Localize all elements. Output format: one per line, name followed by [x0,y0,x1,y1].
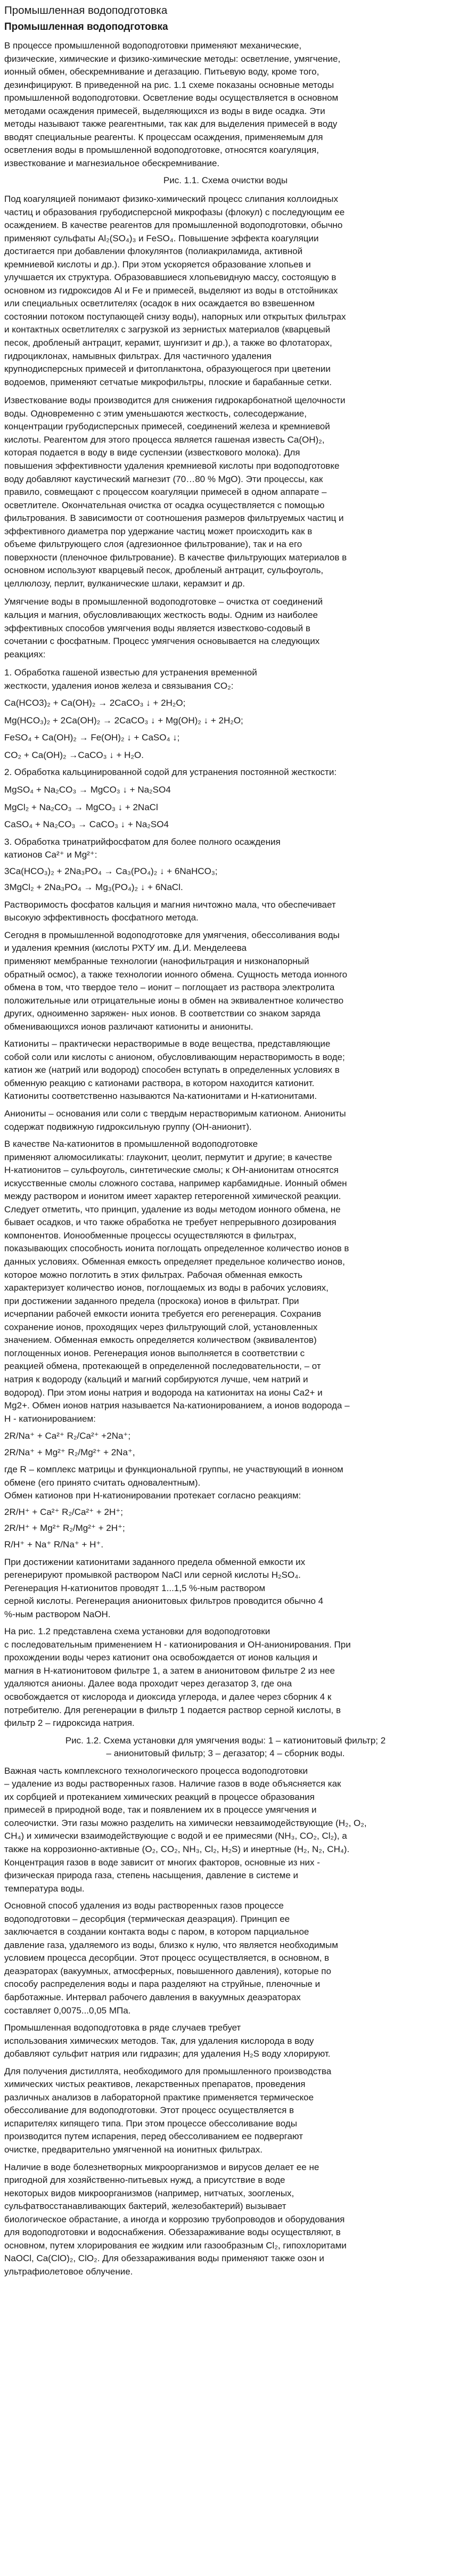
text-line: осветления воды в промышленной водоподготовке, относятся коагуляция, [4,145,319,156]
text-line: заключается в создании контакта воды с паром, в котором парциальное [4,1927,309,1937]
text-line: деаэраторах (вакуумных, атмосферных, повышенного давления), которые по [4,1966,331,1976]
text-line: Mg2+. Обмен ионов натрия называется Na-катионированием, а ионов водорода – [4,1400,350,1411]
text-line: Ca(HCO3)₂ + Ca(OH)₂ → 2CaCO₃ ↓ + 2H₂O; [4,698,186,708]
paragraph [4,865,447,878]
paragraph [4,39,447,170]
text-line: потребителю. Для регенерации в фильтр 1 подается раствор серной кислоты, в [4,1705,341,1715]
text-line: катион же (натрий или водород) способен вступать в определенных условиях в [4,1065,340,1075]
text-line: пригодной для хозяйственно-питьевых нужд, а присутствие в воде [4,2175,285,2186]
text-line: водоемов, применяют сетчатые микрофильтры, плоские и барабанные сетки. [4,377,332,387]
paragraph [4,1038,447,1103]
text-line: Рис. 1.2. Схема установки для умягчения воды: 1 – катионитовый фильтр; 2 [65,1735,386,1746]
text-line: CO₂ + Ca(OH)₂ →CaCO₃ ↓ + H₂O. [4,749,144,760]
text-line: целлюлозу, перлит, вулканические шлаки, керамзит и др. [4,578,245,589]
text-line: обессоливание для водоподготовки. Этот процесс осуществляется в [4,2105,294,2116]
paragraph [4,881,447,894]
text-line: примесей в природной воде, так и появлением их в процессе умягчения и [4,1805,317,1815]
text-line: состоянии потоком поступающей снизу воды), напорных или открытых фильтрах [4,311,346,322]
text-line: Под коагуляцией понимают физико-химический процесс слипания коллоидных [4,194,339,205]
text-line: Н - катионированием: [4,1413,96,1424]
text-line: высокую эффективность фосфатного метода. [4,912,199,923]
text-line: или специальных осветлителях (осадок в них осаждается во взвешенном [4,298,315,309]
text-line: водоподготовки – десорбция (термическая деаэрация). Принцип ее [4,1913,290,1924]
text-line: биологическое обрастание, а иногда и коррозию трубопроводов и оборудования [4,2214,345,2224]
text-line: вводят специальные реагенты. К процессам осаждения, применяемым для [4,132,323,142]
text-line: регенерируют промывкой раствором NaCl или серной кислоты H₂SO₄. [4,1570,301,1580]
paragraph [4,801,447,814]
paragraph [4,1463,447,1503]
text-line: осаждением. В качестве реагентов для промышленной водоподготовки, обычно [4,220,343,231]
text-line: натрия к водороду (кальций и магний сорбируются лучше, чем натрий и [4,1374,308,1384]
text-line: Аниониты – основания или соли с твердым нерастворимым катионом. Аниониты [4,1108,346,1119]
text-line: собой соли или кислоты с анионом, обусловливающим нерастворимость в воде; [4,1051,345,1062]
text-line: освобождается от кислорода и диоксида углерода, и далее через сборник 4 к [4,1691,332,1702]
text-line: Важная часть комплексного технологического процесса водоподготовки [4,1765,308,1776]
paragraph [4,2021,447,2061]
text-line: магния в Н-катионитовом фильтре 1, а затем в анионитовом фильтре 2 из нее [4,1665,335,1676]
text-line: физическая природа газа, степень насыщения, давление в системе и [4,1870,298,1881]
text-line: поверхности (пленочное фильтрование). В качестве фильтрующих материалов в [4,552,347,563]
text-line: обмена в том, что твердое тело – ионит – поглощает из раствора электролита [4,982,335,993]
text-line: компонентов. Ионообменные процессы осуществляются в фильтрах, [4,1230,297,1241]
text-line: исчерпании рабочей емкости ионита требуется его регенерация. Сохранив [4,1309,322,1319]
paragraph [4,394,447,590]
text-line: MgCl₂ + Na₂CO₃ → MgCO₃ ↓ + 2NaCl [4,802,158,812]
text-line: Рис. 1.1. Схема очистки воды [163,175,288,186]
paragraph [4,749,447,762]
text-line: между раствором и ионитом имеет характер гетерогенной химической реакции. [4,1191,341,1202]
text-line: кальция и магния, обусловливающих жесткость воды. Одним из наиболее [4,609,318,620]
text-line: их сорбцией и протеканием химических реакций в процессе образования [4,1791,315,1802]
text-line: поглощенных ионов. Регенерация ионов выполняется в соответствии с [4,1348,305,1358]
text-line: эффективного диаметра пор удержание частиц может происходить как в [4,526,313,536]
text-line: Для получения дистиллята, необходимого для промышленного производства [4,2066,332,2076]
text-line: применяют мембранные технологии (нанофильтрация и низконапорный [4,956,309,966]
text-line: 1. Обработка гашеной известью для устранения временной [4,667,257,678]
text-line: На рис. 1.2 представлена схема установки для водоподготовки [4,1626,270,1637]
text-line: достигается при добавлении флокулянтов (полиакриламида, активной [4,246,303,257]
paragraph [4,818,447,832]
paragraph [4,1522,447,1535]
figure-caption [4,1734,447,1760]
text-line: 3MgCl₂ + 2Na₃PO₄ → Mg₃(PO₄)₂ ↓ + 6NaCl. [4,882,183,893]
text-line: эффективных способов умягчения воды является известково-содовый в [4,623,310,633]
paragraph [4,666,447,692]
text-line: – анионитовый фильтр; 3 – дегазатор; 4 – сборник воды. [106,1748,345,1759]
text-line: которая подается в воду в виде суспензии (известкового молока). Для [4,447,300,458]
text-line: Регенерация Н-катионитов проводят 1...1,5 %-ным раствором [4,1583,266,1593]
text-line: реакциях: [4,649,46,659]
text-line: Умягчение воды в промышленной водоподготовке – очистка от соединений [4,597,323,607]
paragraph [4,1538,447,1552]
paragraph [4,1625,447,1730]
text-line: положительные или отрицательные ионы в обмен на эквивалентное количество [4,995,344,1006]
text-line: Обмен катионов при Н-катионировании протекает согласно реакциям: [4,1490,301,1501]
text-line: для водоподготовки и водоснабжения. Обеззараживание воды осуществляют, в [4,2227,341,2238]
text-line: Катиониты соответственно называются Na-катионитами и Н-катионитами. [4,1091,317,1102]
paragraph [4,1430,447,1443]
text-line: Растворимость фосфатов кальция и магния ничтожно мала, что обеспечивает [4,899,336,910]
text-line: частиц и образования грубодисперсной микрофазы (флокул) с последующим ее [4,207,345,217]
text-line: показывающих способность ионита поглощать определенное количество ионов в [4,1243,349,1254]
text-line: NaOCl, Ca(ClO)₂, ClO₂. Для обеззараживания воды применяют также озон и [4,2253,324,2264]
paragraph [4,1900,447,2017]
paragraph [4,731,447,745]
text-line: значением. Обменная емкость определяется количеством (эквивалентов) [4,1335,317,1346]
text-line: фильтр 2 – гидроксида натрия. [4,1718,135,1729]
text-line: воду добавляют каустический магнезит (70…80 % MgO). Эти процессы, как [4,474,323,484]
text-line: других, одноименно заряжен- ных ионов. В соответствии со знаком заряда [4,1008,321,1019]
text-line: Следует отметить, что принцип, удаление из воды методом ионного обмена, не [4,1204,341,1214]
text-line: физические, химические и физико-химические методы: осветление, умягчение, [4,53,341,64]
text-line: осветлителе. Окончательная очистка от осадка осуществляется с помощью [4,500,325,510]
text-line: основном используют кварцевый песок, дробленый антрацит, сульфоуголь, [4,565,324,576]
text-line: которое можно поглотить в этих фильтрах. Рабочая обменная емкость [4,1269,302,1280]
paragraph [4,1446,447,1460]
text-line: дезинфицируют. В приведенной на рис. 1.1 схеме показаны основные методы [4,79,334,90]
text-line: Н-катионитов – сульфоуголь, синтетические смолы; к ОН-анионитам относятся [4,1165,339,1176]
text-line: Наличие в воде болезнетворных микроорганизмов и вирусов делает ее не [4,2162,319,2172]
text-line: улучшается их структура. Образовавшиеся хлопьевидную массу, состоящую в [4,272,337,283]
text-line: и удаления кремния (кислоты РХТУ им. Д.И. Менделеева [4,943,247,953]
paragraph [4,766,447,779]
text-line: добавляют сульфит натрия или гидразин; для удаления H₂S воду хлорируют. [4,2049,331,2059]
text-line: Промышленная водоподготовка в ряде случаев требует [4,2023,241,2033]
paragraph [4,784,447,797]
text-line: сульфатвосстанавливающих бактерий, железобактерий) вызывает [4,2201,286,2212]
text-line: серной кислоты. Регенерация анионитовых фильтров проводится обычно 4 [4,1596,324,1607]
text-line: MgSO₄ + Na₂CO₃ → MgCO₃ ↓ + Na₂SO4 [4,784,171,795]
paragraph [4,2161,447,2279]
paragraph [4,929,447,1033]
text-line: методы называют также реагентными, так как для выделения примесей в воду [4,119,338,129]
text-line: ультрафиолетовое облучение. [4,2266,133,2277]
text-line: также на коррозионно-активные (O₂, CO₂, NH₃, Cl₂, H₂S) и инертные (H₂, N₂, CH₄). [4,1844,350,1854]
text-line: %-ным раствором NaOH. [4,1609,111,1619]
text-line: Сегодня в промышленной водоподготовке для умягчения, обессоливания воды [4,930,340,940]
text-line: использования химических методов. Так, для удаления кислорода в воду [4,2035,314,2046]
paragraph [4,1107,447,1134]
text-line: Известкование воды производится для снижения гидрокарбонатной щелочности [4,395,346,406]
text-line: очистке, предварительно умягченной на ионитных фильтрах. [4,2145,263,2155]
text-line: удаляются анионы. Далее вода проходит через дегазатор 3, где она [4,1678,292,1689]
text-line: химических чистых реактивов, лекарственных препаратов, проведения [4,2079,306,2090]
paragraph [4,193,447,389]
text-line: При достижении катионитами заданного предела обменной емкости их [4,1556,306,1567]
text-line: Катиониты – практически нерастворимые в воде вещества, представляющие [4,1039,331,1049]
text-line: искусственные смолы сложного состава, например карбамидные. Ионный обмен [4,1178,347,1188]
text-line: с последовательным применением Н - катионирования и ОН-анионирования. При [4,1639,351,1650]
text-line: применяют сульфаты Al₂(SO₄)₃ и FeSO₄. Повышение эффекта коагуляции [4,233,319,243]
text-line: R/H⁺ + Na⁺ R/Na⁺ + H⁺. [4,1539,104,1550]
text-line: Mg(HCO₃)₂ + 2Ca(OH)₂ → 2CaCO₃ ↓ + Mg(OH)₂ ↓ + 2H₂O; [4,715,243,725]
text-line: повышения эффективности удаления кремниевой кислоты при водоподготовке [4,460,340,471]
text-line: обмене (его принято считать одновалентным). [4,1477,201,1488]
paragraph [4,1556,447,1621]
paragraph [4,697,447,710]
text-line: крупнодисперсных примесей и фитопланктона, образующегося при цветении [4,364,331,374]
paragraph [4,1765,447,1895]
text-line: солеочистки. Эти газы можно разделить на химически невзаимодействующие (H₂, O₂, [4,1817,367,1828]
text-line: температура воды. [4,1883,85,1894]
text-line: некоторых видов микроорганизмов (например, нитчатых, зоогленых, [4,2188,294,2198]
text-line: Концентрация газов в воде зависит от многих факторов, основные из них - [4,1857,320,1868]
text-line: кремниевой кислоты и др.). При этом ускоряется образование хлопьев и [4,259,311,270]
text-line: где R – комплекс матрицы и функциональной группы, не участвующий в ионном [4,1464,343,1475]
text-line: составляет 0,0075...0,05 МПа. [4,2005,131,2016]
text-line: производится путем испарения, перед обессоливанием ее подвергают [4,2131,304,2142]
text-line: реакцией обмена, протекающей в определенной последовательности, – от [4,1361,321,1372]
text-line: давление газа, удаляемого из воды, близко к нулю, что является необходимым [4,1939,338,1950]
text-line: сочетании с фосфатным. Процесс умягчения основывается на следующих [4,636,320,647]
text-line: концентрации грубодисперсных примесей, соединений железа и кремниевой [4,421,330,432]
document-body [4,39,447,2279]
text-line: водород). При этом ионы натрия и водорода на катионитах на ионы Ca2+ и [4,1387,323,1398]
text-line: ионный обмен, обескремнивание и дегазацию. Питьевую воду, кроме того, [4,67,319,77]
text-line: объеме фильтрующего слоя (адгезионное фильтрование), так и на его [4,539,302,550]
text-line: катионов Ca²⁺ и Mg²⁺: [4,850,97,860]
paragraph [4,899,447,925]
text-line: 3Ca(HCO₃)₂ + 2Na₃PO₄ → Ca₃(PO₄)₂ ↓ + 6NaHCO₃; [4,866,218,876]
text-line: испарителях кипящего типа. При этом процессе обессоливание воды [4,2118,297,2129]
text-line: воды. Одновременно с этим уменьшаются жесткость, солесодержание, [4,408,307,419]
text-line: условием процесса десорбции. Этот процесс осуществляется, в основном, в [4,1953,330,1963]
text-line: применяют алюмосиликаты: глауконит, цеолит, пермутит и другие; в качестве [4,1152,332,1162]
paragraph [4,1138,447,1425]
paragraph [4,714,447,728]
paragraph [4,596,447,661]
text-line: 2R/Na⁺ + Ca²⁺ R₂/Ca²⁺ +2Na⁺; [4,1431,131,1441]
section-heading: Промышленная водоподготовка [4,21,168,32]
text-line: барботажные. Интервал рабочего давления в вакуумных деаэраторах [4,1992,301,2003]
text-line: различных анализов в лабораторной практике применяется термическое [4,2092,314,2102]
text-line: правило, совмещают с процессом коагуляции примесей в одном аппарате – [4,487,327,498]
text-line: обратный осмос), а также технологии ионного обмена. Сущность метода ионного [4,969,348,980]
text-line: известкование и магнезиальное обескремнивание. [4,158,220,168]
text-line: сохранение ионов, проходящих через фильтрующий слой, установленных [4,1322,318,1332]
text-line: FeSO₄ + Ca(OH)₂ → Fe(OH)₂ ↓ + CaSO₄ ↓; [4,732,180,743]
text-line: фильтрования. В зависимости от соотношения размеров фильтруемых частиц и [4,513,344,524]
text-line: бывает осадков, и что также обработка не требует непрерывного дозирования [4,1217,337,1228]
text-line: В качестве Na-катионитов в промышленной водоподготовке [4,1139,258,1150]
text-line: CaSO₄ + Na₂CO₃ → CaCO₃ ↓ + Na₂SO4 [4,819,169,830]
text-line: гидроциклонах, намывных фильтрах. Для частичного удаления [4,350,272,361]
text-line: основном из гидроксидов Al и Fe и примесей, выделяют из воды в отстойниках [4,285,338,296]
text-line: и контактных осветлителях с загрузкой из зернистых материалов (кварцевый [4,324,331,335]
text-line: методами осаждения примесей, выделяющихся из воды в виде осадка. Эти [4,105,325,116]
text-line: при достижении заданного предела (проскока) ионов в фильтрат. При [4,1295,299,1306]
page-title: Промышленная водоподготовка [4,4,168,17]
text-line: жесткости, удаления ионов железа и связывания CO₂: [4,680,234,691]
paragraph [4,2065,447,2157]
text-line: данных условиях. Обменная емкость определяет предельное количество ионов, [4,1257,345,1267]
text-line: прохождении воды через катионит она освобождается от ионов кальция и [4,1652,318,1663]
text-line: 2R/Na⁺ + Mg²⁺ R₂/Mg²⁺ + 2Na⁺, [4,1447,135,1457]
text-line: 3. Обработка тринатрийфосфатом для более полного осаждения [4,836,281,847]
text-line: 2. Обработка кальцинированной содой для устранения постоянной жесткости: [4,767,337,778]
text-line: обменную реакцию с катионами раствора, в котором находится катионит. [4,1078,315,1088]
text-line: промышленной водоподготовки. Осветление воды осуществляется в основном [4,93,339,103]
text-line: 2R/H⁺ + Mg²⁺ R₂/Mg²⁺ + 2H⁺; [4,1523,125,1534]
text-line: основном, путем хлорирования ее жидким или газообразным Cl₂, гипохлоритами [4,2240,347,2251]
text-line: кислоты. Реагентом для этого процесса является гашеная известь Ca(OH)₂, [4,434,325,445]
text-line: способу распределения воды и пара разделяют на струйные, пленочные и [4,1979,321,1990]
figure-caption [4,174,447,188]
text-line: Основной способ удаления из воды растворенных газов процессе [4,1901,284,1911]
paragraph [4,1506,447,1519]
text-line: характеризует количество ионов, поглощаемых из воды в рабочих условиях, [4,1283,329,1293]
text-line: – удаление из воды растворенных газов. Наличие газов в воде объясняется как [4,1779,341,1789]
text-line: обменивающихся ионов различают катиониты и аниониты. [4,1021,253,1032]
paragraph [4,836,447,862]
text-line: 2R/H⁺ + Ca²⁺ R₂/Ca²⁺ + 2H⁺; [4,1506,123,1517]
text-line: В процессе промышленной водоподготовки применяют механические, [4,40,302,51]
text-line: CH₄) и химически взаимодействующие с водой и ее примесями (NH₃, CO₂, Cl₂), а [4,1831,347,1841]
text-line: песок, дробленый антрацит, керамит, шунгизит и др.), а также во флотаторах, [4,338,332,348]
text-line: содержат подвижную гидроксильную группу (ОН-анионит). [4,1121,252,1132]
